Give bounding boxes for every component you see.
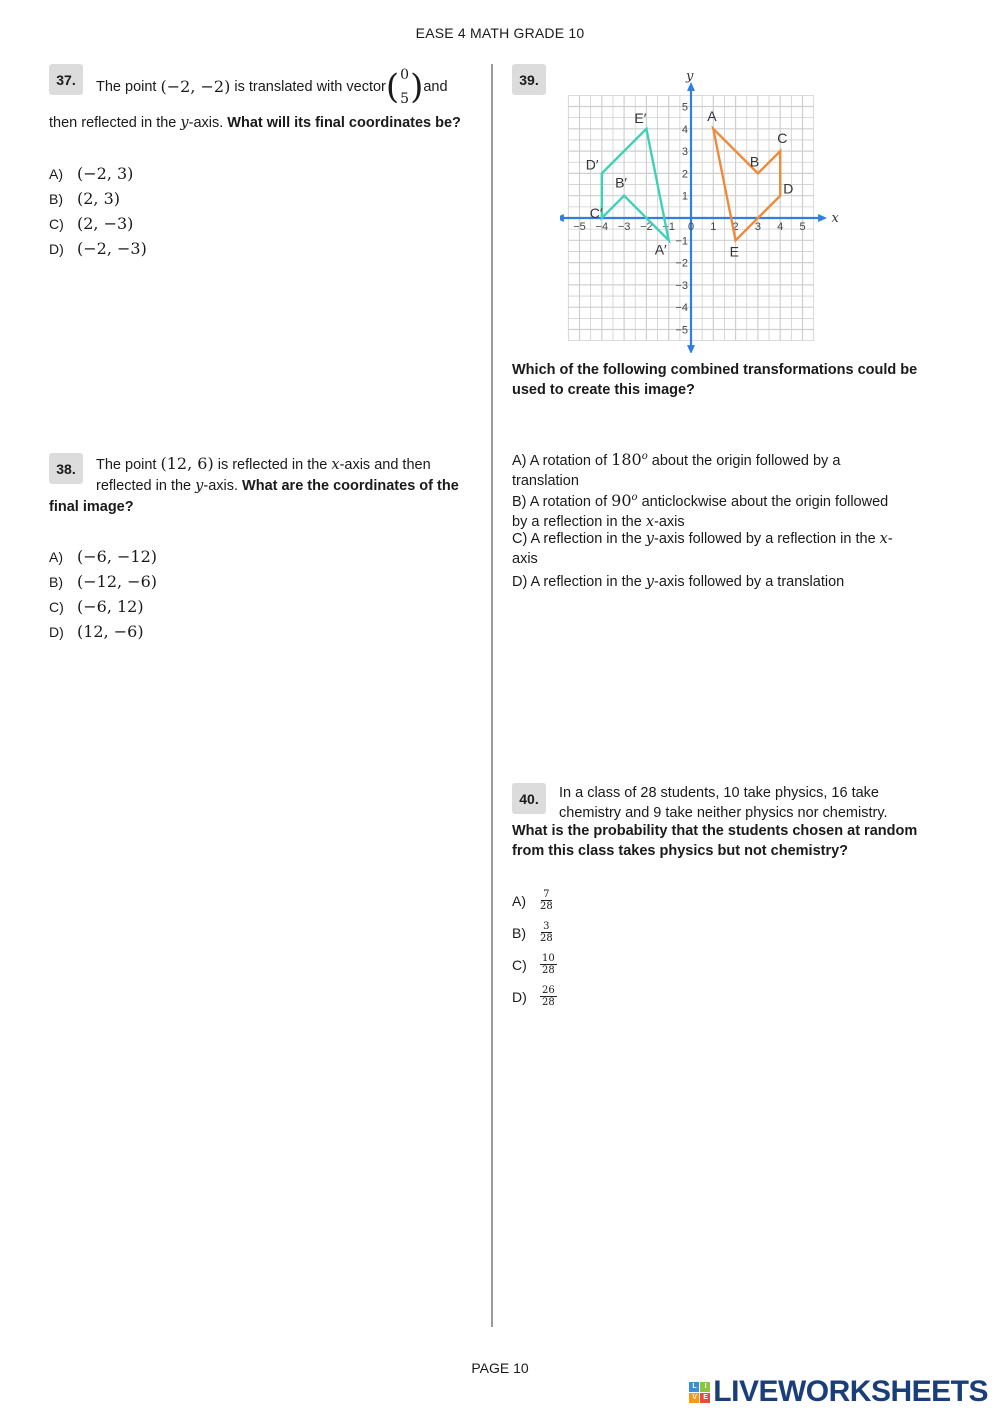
q38-var-y: y bbox=[195, 478, 204, 494]
q37-vector-top: 0 bbox=[400, 67, 410, 83]
vertex-label: C bbox=[777, 130, 788, 147]
logo-block: L bbox=[689, 1382, 699, 1392]
q38-text-a: The point bbox=[96, 457, 161, 473]
logo-text: LIVEWORKSHEETS bbox=[713, 1375, 988, 1408]
q39-opt-b-angle: 90 bbox=[611, 490, 632, 510]
option-label: C) bbox=[49, 598, 64, 615]
q39-opt-b-4: -axis bbox=[654, 513, 685, 530]
option-label: D) bbox=[49, 623, 64, 640]
q40-text-a: In a class of 28 students, 10 take physics, 16 take bbox=[559, 785, 879, 801]
q39-opt-d-2: -axis followed by a translation bbox=[654, 574, 845, 590]
question-number-40: 40. bbox=[512, 783, 546, 814]
fraction-numerator: 10 bbox=[542, 953, 555, 964]
q39-option-d[interactable] bbox=[512, 572, 952, 592]
vertex-label: B′ bbox=[615, 174, 628, 191]
y-axis-arrow-down bbox=[687, 345, 695, 353]
q39-opt-b-2: anticlockwise about the origin followed bbox=[637, 493, 889, 510]
q37-option-c[interactable] bbox=[49, 214, 133, 233]
x-tick-label: 4 bbox=[777, 221, 784, 233]
option-value: (−2, 3) bbox=[77, 164, 134, 183]
q39-question-a: Which of the following combined transformations could be bbox=[512, 362, 918, 378]
fraction-denominator: 28 bbox=[542, 997, 555, 1008]
question-number-37: 37. bbox=[49, 64, 83, 95]
option-value: (−6, 12) bbox=[77, 597, 144, 616]
q38-option-b[interactable] bbox=[49, 572, 157, 591]
q39-opt-c-4: axis bbox=[512, 551, 538, 567]
q37-text-c: and bbox=[423, 79, 448, 95]
column-divider bbox=[491, 64, 493, 1327]
fraction-numerator: 7 bbox=[543, 889, 550, 900]
y-tick-label: −2 bbox=[675, 257, 688, 270]
question-number-38: 38. bbox=[49, 453, 83, 484]
option-value: (2, −3) bbox=[77, 214, 134, 233]
x-axis-label: x bbox=[831, 211, 839, 226]
q38-text-e: -axis. bbox=[203, 478, 243, 494]
q39-opt-b-3: by a reflection in the bbox=[512, 513, 646, 530]
x-tick-label: −5 bbox=[573, 221, 586, 233]
option-fraction bbox=[540, 921, 553, 944]
q40-option-c[interactable] bbox=[512, 953, 557, 976]
page-number: PAGE 10 bbox=[471, 1360, 529, 1376]
y-axis-label: y bbox=[686, 68, 694, 84]
liveworksheets-logo[interactable] bbox=[689, 1375, 988, 1409]
question-number-39: 39. bbox=[512, 64, 546, 95]
y-tick-label: −1 bbox=[675, 235, 688, 248]
q38-option-a[interactable] bbox=[49, 547, 157, 566]
option-label: A) bbox=[49, 548, 63, 565]
option-fraction bbox=[540, 889, 553, 912]
q39-option-c[interactable] bbox=[512, 529, 952, 569]
q37-vector: ( 0 5 ) bbox=[386, 63, 423, 111]
q38-line2 bbox=[96, 476, 486, 496]
option-value: (−6, −12) bbox=[77, 547, 158, 566]
option-label: B) bbox=[49, 573, 63, 590]
q38-question-b: final image? bbox=[49, 499, 134, 515]
y-tick-label: −3 bbox=[675, 279, 688, 292]
vertex-label: A′ bbox=[654, 241, 667, 258]
y-tick-label: 2 bbox=[681, 168, 688, 181]
q38-question-a: What are the coordinates of the bbox=[242, 478, 459, 494]
q38-line1 bbox=[96, 454, 486, 475]
q39-opt-d-var: y bbox=[645, 574, 654, 590]
q38-text-b: is reflected in the bbox=[213, 457, 332, 473]
option-value: (−2, −3) bbox=[77, 239, 147, 258]
logo-blocks-icon bbox=[689, 1382, 710, 1403]
q38-var-x: x bbox=[331, 457, 340, 473]
fraction-denominator: 28 bbox=[540, 933, 553, 944]
vertex-label: B bbox=[749, 153, 760, 170]
q37-line1 bbox=[96, 62, 486, 112]
option-fraction bbox=[540, 985, 557, 1008]
q39-opt-c-var1: y bbox=[645, 531, 654, 547]
x-axis-arrow-right bbox=[818, 214, 827, 222]
option-label: D) bbox=[49, 240, 64, 257]
logo-block: E bbox=[700, 1393, 710, 1403]
q39-opt-d-1: D) A reflection in the bbox=[512, 574, 646, 590]
q40-option-d[interactable] bbox=[512, 985, 557, 1008]
option-label: B) bbox=[512, 924, 526, 941]
vertex-label: D bbox=[783, 180, 794, 197]
y-tick-label: 5 bbox=[681, 101, 688, 114]
q39-opt-a-3: translation bbox=[512, 472, 579, 489]
q39-opt-a-2: about the origin followed by a bbox=[647, 452, 841, 469]
x-tick-label: 3 bbox=[754, 221, 761, 233]
q39-opt-c-2: -axis followed by a reflection in the bbox=[654, 531, 880, 547]
q40-question bbox=[512, 821, 952, 861]
q38-text-c: -axis and then bbox=[339, 457, 431, 473]
q39-question bbox=[512, 360, 952, 400]
x-tick-label: −2 bbox=[640, 221, 653, 233]
y-tick-label: 3 bbox=[681, 146, 688, 159]
q39-opt-c-var2: x bbox=[879, 531, 888, 547]
q38-option-d[interactable] bbox=[49, 622, 144, 641]
q40-text-b: chemistry and 9 take neither physics nor chemistry. bbox=[559, 805, 888, 821]
q39-opt-a-sup: o bbox=[641, 451, 648, 462]
q37-option-d[interactable] bbox=[49, 239, 147, 258]
y-tick-label: 4 bbox=[681, 123, 688, 136]
x-tick-label: −3 bbox=[617, 221, 631, 233]
q40-question-b: from this class takes physics but not chemistry? bbox=[512, 843, 849, 859]
q38-point: (12, 6) bbox=[160, 454, 214, 473]
vertex-label: D′ bbox=[585, 156, 599, 173]
fraction-numerator: 26 bbox=[542, 985, 555, 996]
option-label: A) bbox=[49, 165, 63, 182]
vertex-label: E bbox=[729, 243, 739, 260]
q37-text-b: is translated with vector bbox=[234, 79, 386, 95]
vertex-label: C′ bbox=[589, 205, 603, 221]
x-tick-label: 5 bbox=[799, 221, 806, 233]
option-value: (2, 3) bbox=[77, 189, 121, 208]
q37-option-a[interactable] bbox=[49, 164, 133, 183]
y-tick-label: 1 bbox=[681, 190, 688, 203]
q39-opt-b-sup: o bbox=[631, 492, 638, 503]
q39-opt-c-1: C) A reflection in the bbox=[512, 531, 646, 547]
q37-text-a: The point bbox=[96, 79, 157, 95]
logo-block: I bbox=[700, 1382, 710, 1392]
q39-opt-b-1: B) A rotation of bbox=[512, 493, 612, 510]
q37-option-b[interactable] bbox=[49, 189, 120, 208]
x-tick-label: 1 bbox=[710, 221, 717, 233]
option-label: D) bbox=[512, 988, 527, 1005]
q39-opt-c-3: - bbox=[887, 531, 893, 547]
option-label: C) bbox=[49, 215, 64, 232]
option-label: C) bbox=[512, 956, 527, 973]
q38-option-c[interactable] bbox=[49, 597, 144, 616]
option-value: (−12, −6) bbox=[77, 572, 158, 591]
option-value: (12, −6) bbox=[77, 622, 144, 641]
x-axis-arrow-left bbox=[560, 214, 564, 222]
x-tick-label: −1 bbox=[662, 221, 675, 233]
vertex-label: A bbox=[707, 107, 717, 124]
q37-line2 bbox=[49, 113, 489, 133]
q39-opt-a-1: A) A rotation of bbox=[512, 452, 612, 469]
fraction-numerator: 3 bbox=[543, 921, 550, 932]
q37-text-d: then reflected in the bbox=[49, 115, 181, 131]
q37-point: (−2, −2) bbox=[160, 77, 231, 96]
option-label: B) bbox=[49, 190, 63, 207]
transformation-graph bbox=[560, 68, 840, 353]
fraction-denominator: 28 bbox=[540, 901, 553, 912]
x-tick-label: 0 bbox=[687, 221, 695, 233]
y-tick-label: −5 bbox=[675, 324, 688, 337]
q38-text-d: reflected in the bbox=[96, 478, 196, 494]
q39-opt-a-angle: 180 bbox=[611, 449, 642, 469]
logo-block: V bbox=[689, 1393, 699, 1403]
q39-opt-b-var: x bbox=[645, 513, 654, 530]
q37-axis-var: y bbox=[180, 115, 189, 131]
q39-option-b[interactable] bbox=[512, 488, 952, 532]
q40-text bbox=[559, 783, 949, 823]
fraction-denominator: 28 bbox=[542, 965, 555, 976]
q37-question: What will its final coordinates be? bbox=[227, 115, 461, 131]
vertex-label: E′ bbox=[634, 109, 647, 126]
q39-option-a[interactable] bbox=[512, 447, 942, 491]
option-label: A) bbox=[512, 892, 526, 909]
option-fraction bbox=[540, 953, 557, 976]
q37-text-e: -axis. bbox=[188, 115, 228, 131]
q40-option-a[interactable] bbox=[512, 889, 553, 912]
x-tick-label: −4 bbox=[595, 221, 609, 233]
y-tick-label: −4 bbox=[675, 302, 688, 315]
q40-question-a: What is the probability that the students chosen at random bbox=[512, 823, 918, 839]
page-header: EASE 4 MATH GRADE 10 bbox=[415, 25, 585, 41]
q40-option-b[interactable] bbox=[512, 921, 553, 944]
x-tick-label: 2 bbox=[732, 221, 739, 233]
q39-question-b: used to create this image? bbox=[512, 382, 695, 398]
q37-vector-bottom: 5 bbox=[400, 91, 410, 107]
